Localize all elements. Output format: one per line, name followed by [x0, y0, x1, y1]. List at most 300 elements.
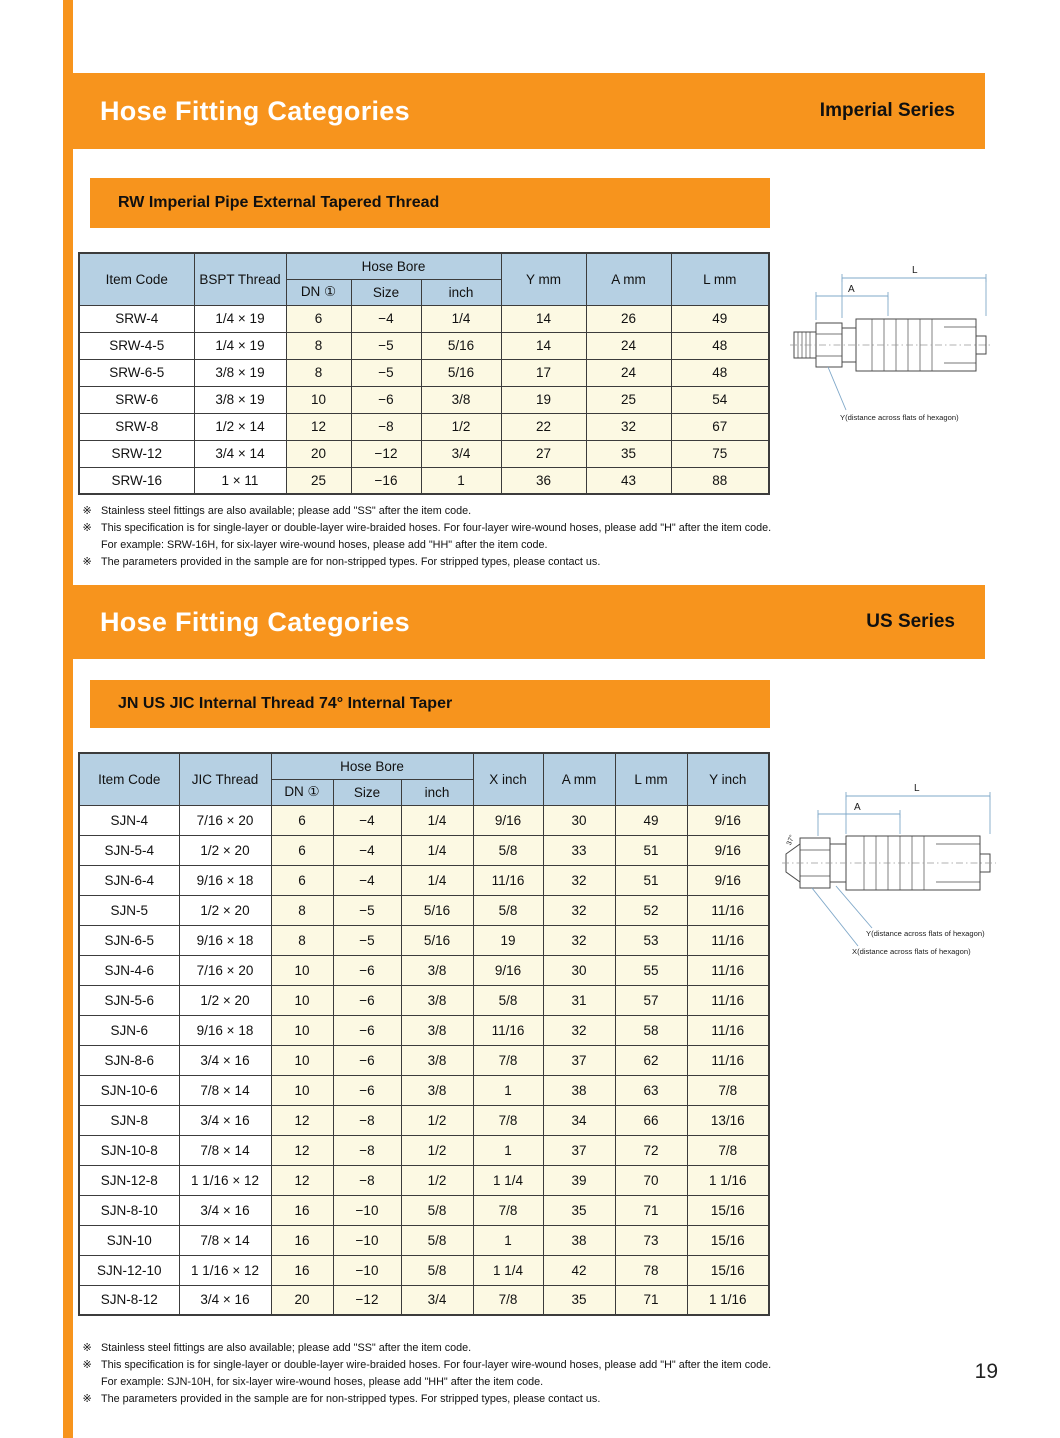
- table-cell: 31: [543, 985, 615, 1015]
- note-line: [80, 554, 785, 571]
- table-row: [79, 1225, 769, 1255]
- table-cell: 6: [271, 835, 333, 865]
- table-cell: 9/16: [473, 805, 543, 835]
- table-cell: 71: [615, 1195, 687, 1225]
- table-cell: 7/8: [687, 1135, 769, 1165]
- section-banner-imperial: [72, 73, 985, 149]
- dim-label-a: A: [854, 802, 861, 813]
- y-dimension-note: Y(distance across flats of hexagon): [840, 413, 959, 422]
- table-cell: 9/16: [473, 955, 543, 985]
- table-cell: −4: [351, 305, 421, 332]
- table-cell: −5: [351, 359, 421, 386]
- table-cell: −5: [333, 895, 401, 925]
- fitting-drawing-us: [782, 780, 1000, 990]
- table-cell: SRW-6: [79, 386, 194, 413]
- x-dimension-note: X(distance across flats of hexagon): [852, 947, 971, 956]
- table-cell: 12: [271, 1105, 333, 1135]
- table-cell: 38: [543, 1075, 615, 1105]
- table-cell: SRW-6-5: [79, 359, 194, 386]
- angle-label: 37°: [785, 834, 797, 847]
- table-cell: 43: [586, 467, 671, 494]
- table-cell: 32: [543, 895, 615, 925]
- table-cell: −5: [351, 332, 421, 359]
- table-cell: 15/16: [687, 1255, 769, 1285]
- table-cell: 1/2: [401, 1165, 473, 1195]
- col-a-mm: A mm: [586, 253, 671, 305]
- col-size: Size: [351, 279, 421, 305]
- y-leader-line: [828, 367, 846, 410]
- table-cell: SRW-12: [79, 440, 194, 467]
- table-cell: 1 1/16: [687, 1285, 769, 1315]
- table-row: [79, 1105, 769, 1135]
- table-row: [79, 305, 769, 332]
- table-cell: 9/16: [687, 835, 769, 865]
- table-cell: 3/8: [401, 1015, 473, 1045]
- series-label-us: US Series: [866, 611, 955, 632]
- table-body: [79, 305, 769, 494]
- table-cell: 6: [271, 805, 333, 835]
- dimension-lines: [816, 274, 986, 320]
- table-cell: 3/8: [421, 386, 501, 413]
- note-text: This specification is for single-layer or double-layer wire-braided hoses. For four-layer wire-wound hoses, please add "H" after the item code.: [101, 1359, 772, 1371]
- table-cell: 27: [501, 440, 586, 467]
- table-cell: 24: [586, 332, 671, 359]
- table-cell: 53: [615, 925, 687, 955]
- table-header: [79, 753, 769, 805]
- note-line: [80, 1391, 785, 1408]
- table-cell: 1/2 × 20: [179, 985, 271, 1015]
- table-cell: 32: [543, 1015, 615, 1045]
- table-cell: 8: [271, 925, 333, 955]
- table-cell: 35: [543, 1285, 615, 1315]
- note-marker-icon: ※: [82, 1342, 92, 1354]
- table-cell: 6: [271, 865, 333, 895]
- col-item-code: Item Code: [79, 253, 194, 305]
- table-row: [79, 1045, 769, 1075]
- note-line: [80, 1340, 785, 1357]
- table-cell: −8: [351, 413, 421, 440]
- table-row: [79, 332, 769, 359]
- table-cell: 35: [543, 1195, 615, 1225]
- col-inch: inch: [401, 779, 473, 805]
- table-row: [79, 1075, 769, 1105]
- table-cell: 25: [286, 467, 351, 494]
- table-cell: 7/8 × 14: [179, 1075, 271, 1105]
- table-cell: 22: [501, 413, 586, 440]
- fitting-diagram-us: [782, 780, 1000, 995]
- table-cell: 15/16: [687, 1225, 769, 1255]
- table-cell: 20: [271, 1285, 333, 1315]
- table-cell: 19: [473, 925, 543, 955]
- table-cell: 10: [271, 955, 333, 985]
- table-cell: 9/16 × 18: [179, 925, 271, 955]
- note-marker-icon: ※: [82, 556, 92, 568]
- table-cell: 14: [501, 332, 586, 359]
- dim-label-l: L: [914, 783, 920, 794]
- table-cell: 5/8: [473, 985, 543, 1015]
- dim-label-l: L: [912, 265, 918, 276]
- note-line: [80, 503, 785, 520]
- table-cell: SJN-6-4: [79, 865, 179, 895]
- fitting-diagram-imperial: [788, 262, 993, 467]
- table-cell: 3/4 × 16: [179, 1285, 271, 1315]
- table-row: [79, 925, 769, 955]
- subsection-banner-jn: [90, 680, 770, 728]
- table-cell: 6: [286, 305, 351, 332]
- table-cell: 72: [615, 1135, 687, 1165]
- table-cell: 9/16 × 18: [179, 865, 271, 895]
- table-cell: 3/8 × 19: [194, 386, 286, 413]
- col-size: Size: [333, 779, 401, 805]
- col-hose-bore: Hose Bore: [271, 753, 473, 779]
- table-cell: 1/2: [421, 413, 501, 440]
- table-cell: 3/4 × 16: [179, 1195, 271, 1225]
- table-cell: 3/4: [421, 440, 501, 467]
- page-number: 19: [974, 1360, 998, 1383]
- table-cell: −10: [333, 1225, 401, 1255]
- table-cell: 11/16: [687, 985, 769, 1015]
- table-cell: 1 1/16: [687, 1165, 769, 1195]
- table-cell: SJN-8-10: [79, 1195, 179, 1225]
- table-cell: 7/8: [473, 1285, 543, 1315]
- table-row: [79, 386, 769, 413]
- table-cell: 3/4 × 16: [179, 1105, 271, 1135]
- x-leader-line: [812, 888, 858, 946]
- col-inch: inch: [421, 279, 501, 305]
- left-accent-strip: [63, 0, 73, 1438]
- table-cell: 10: [271, 1075, 333, 1105]
- table-cell: 38: [543, 1225, 615, 1255]
- table-cell: 1 × 11: [194, 467, 286, 494]
- table-cell: 24: [586, 359, 671, 386]
- table-cell: 32: [543, 925, 615, 955]
- table-cell: 51: [615, 865, 687, 895]
- table-cell: 8: [286, 359, 351, 386]
- table-cell: 1/2: [401, 1135, 473, 1165]
- table-cell: SJN-4-6: [79, 955, 179, 985]
- table-cell: 37: [543, 1045, 615, 1075]
- table-cell: 1: [473, 1075, 543, 1105]
- col-l-mm: L mm: [671, 253, 769, 305]
- table-cell: 7/8: [473, 1045, 543, 1075]
- table-cell: 57: [615, 985, 687, 1015]
- col-jic-thread: JIC Thread: [179, 753, 271, 805]
- table-cell: 8: [271, 895, 333, 925]
- col-dn: DN ①: [271, 779, 333, 805]
- col-l-mm: L mm: [615, 753, 687, 805]
- table-cell: 30: [543, 805, 615, 835]
- table-cell: 36: [501, 467, 586, 494]
- table-cell: 3/4: [401, 1285, 473, 1315]
- table-row: [79, 865, 769, 895]
- table-cell: 16: [271, 1225, 333, 1255]
- table-cell: −4: [333, 835, 401, 865]
- table-cell: SJN-8: [79, 1105, 179, 1135]
- table-cell: 19: [501, 386, 586, 413]
- table-cell: 30: [543, 955, 615, 985]
- table-cell: 11/16: [687, 1015, 769, 1045]
- col-a-mm: A mm: [543, 753, 615, 805]
- table-row: [79, 1165, 769, 1195]
- table-cell: 67: [671, 413, 769, 440]
- table-cell: 7/8: [473, 1195, 543, 1225]
- table-cell: 1/4: [401, 865, 473, 895]
- table-cell: 7/8 × 14: [179, 1225, 271, 1255]
- table-cell: 7/16 × 20: [179, 805, 271, 835]
- page-title: Hose Fitting Categories: [100, 95, 410, 126]
- table-cell: −6: [333, 1015, 401, 1045]
- table-cell: 3/8: [401, 1075, 473, 1105]
- table-cell: 1/4 × 19: [194, 332, 286, 359]
- note-line: [80, 1374, 785, 1391]
- table-cell: SJN-6-5: [79, 925, 179, 955]
- note-marker-icon: ※: [82, 505, 92, 517]
- table-row: [79, 1135, 769, 1165]
- table-cell: 7/8 × 14: [179, 1135, 271, 1165]
- table-cell: −4: [333, 865, 401, 895]
- table-cell: 11/16: [687, 895, 769, 925]
- table-cell: 9/16 × 18: [179, 1015, 271, 1045]
- table-cell: −12: [351, 440, 421, 467]
- note-line: [80, 520, 785, 537]
- table-cell: 51: [615, 835, 687, 865]
- table-cell: 1/2 × 20: [179, 835, 271, 865]
- table-body: [79, 805, 769, 1315]
- col-y-mm: Y mm: [501, 253, 586, 305]
- note-marker-icon: ※: [82, 522, 92, 534]
- note-text: The parameters provided in the sample are for non-stripped types. For stripped types, please contact us.: [101, 1393, 601, 1405]
- table-cell: 7/8: [687, 1075, 769, 1105]
- table-row: [79, 359, 769, 386]
- table-row: [79, 413, 769, 440]
- table-row: [79, 1015, 769, 1045]
- table-cell: 11/16: [687, 925, 769, 955]
- table-cell: SJN-6: [79, 1015, 179, 1045]
- table-cell: −5: [333, 925, 401, 955]
- note-text: The parameters provided in the sample are for non-stripped types. For stripped types, please contact us.: [101, 556, 601, 568]
- notes-us: [80, 1340, 785, 1408]
- table-cell: SJN-10-6: [79, 1075, 179, 1105]
- table-cell: 1/2 × 20: [179, 895, 271, 925]
- table-cell: 1 1/16 × 12: [179, 1165, 271, 1195]
- table-cell: 71: [615, 1285, 687, 1315]
- table-cell: SRW-16: [79, 467, 194, 494]
- table-cell: 5/8: [473, 835, 543, 865]
- table-cell: 88: [671, 467, 769, 494]
- col-item-code: Item Code: [79, 753, 179, 805]
- table-cell: 14: [501, 305, 586, 332]
- table-cell: 78: [615, 1255, 687, 1285]
- table-row: [79, 1285, 769, 1315]
- table-cell: 1/2 × 14: [194, 413, 286, 440]
- table-cell: 1/4: [421, 305, 501, 332]
- table-cell: 49: [671, 305, 769, 332]
- note-marker-icon: ※: [82, 1359, 92, 1371]
- table-row: [79, 467, 769, 494]
- note-marker-icon: ※: [82, 1393, 92, 1405]
- table-cell: −6: [333, 1045, 401, 1075]
- table-cell: 58: [615, 1015, 687, 1045]
- table-cell: 10: [271, 1015, 333, 1045]
- table-cell: −10: [333, 1195, 401, 1225]
- table-cell: SRW-4: [79, 305, 194, 332]
- note-line: [80, 1357, 785, 1374]
- table-cell: SJN-12-8: [79, 1165, 179, 1195]
- table-cell: 5/16: [421, 359, 501, 386]
- dim-label-a: A: [848, 284, 855, 295]
- table-cell: 11/16: [687, 1045, 769, 1075]
- subsection-title-jn: JN US JIC Internal Thread 74° Internal Taper: [118, 695, 453, 712]
- table-row: [79, 440, 769, 467]
- fitting-table-imperial: [78, 252, 770, 495]
- table-cell: SJN-8-6: [79, 1045, 179, 1075]
- table-cell: 11/16: [473, 865, 543, 895]
- subsection-title: RW Imperial Pipe External Tapered Thread: [118, 194, 440, 211]
- subsection-banner-rw: [90, 178, 770, 228]
- table-header: [79, 253, 769, 305]
- table-cell: 73: [615, 1225, 687, 1255]
- col-y-inch: Y inch: [687, 753, 769, 805]
- notes-imperial: [80, 503, 785, 571]
- table-row: [79, 895, 769, 925]
- table-cell: 5/16: [401, 925, 473, 955]
- col-dn: DN ①: [286, 279, 351, 305]
- table-cell: SJN-12-10: [79, 1255, 179, 1285]
- dimension-lines: [818, 792, 990, 836]
- table-cell: −6: [333, 985, 401, 1015]
- table-cell: SJN-10: [79, 1225, 179, 1255]
- table-cell: SRW-4-5: [79, 332, 194, 359]
- table-cell: SJN-10-8: [79, 1135, 179, 1165]
- table-cell: 1: [421, 467, 501, 494]
- table-cell: 1/4: [401, 805, 473, 835]
- table-cell: SJN-8-12: [79, 1285, 179, 1315]
- table-cell: 16: [271, 1255, 333, 1285]
- table-cell: SRW-8: [79, 413, 194, 440]
- table-cell: 42: [543, 1255, 615, 1285]
- table-cell: 48: [671, 359, 769, 386]
- table-cell: 63: [615, 1075, 687, 1105]
- table-cell: −6: [333, 955, 401, 985]
- table-cell: 20: [286, 440, 351, 467]
- table-cell: 5/8: [473, 895, 543, 925]
- table-cell: −6: [351, 386, 421, 413]
- col-x-inch: X inch: [473, 753, 543, 805]
- table-cell: 1: [473, 1225, 543, 1255]
- table-cell: 12: [271, 1165, 333, 1195]
- table-cell: 16: [271, 1195, 333, 1225]
- table-row: [79, 1195, 769, 1225]
- col-bspt-thread: BSPT Thread: [194, 253, 286, 305]
- table-cell: 32: [586, 413, 671, 440]
- table-cell: 7/8: [473, 1105, 543, 1135]
- table-cell: 75: [671, 440, 769, 467]
- table-cell: 1 1/4: [473, 1255, 543, 1285]
- table-cell: −16: [351, 467, 421, 494]
- table-cell: 3/8 × 19: [194, 359, 286, 386]
- table-cell: 8: [286, 332, 351, 359]
- table-cell: 11/16: [687, 955, 769, 985]
- note-text: For example: SJN-10H, for six-layer wire-wound hoses, please add "HH" after the item code.: [101, 1376, 544, 1388]
- table-cell: 5/8: [401, 1255, 473, 1285]
- table-cell: 70: [615, 1165, 687, 1195]
- table-cell: 26: [586, 305, 671, 332]
- table-cell: −12: [333, 1285, 401, 1315]
- table-cell: 10: [271, 1045, 333, 1075]
- table-cell: 10: [286, 386, 351, 413]
- table-cell: 17: [501, 359, 586, 386]
- table-cell: 1/4: [401, 835, 473, 865]
- table-cell: 10: [271, 985, 333, 1015]
- table-cell: 3/8: [401, 985, 473, 1015]
- table-cell: 39: [543, 1165, 615, 1195]
- note-text: Stainless steel fittings are also available; please add "SS" after the item code.: [101, 505, 472, 517]
- table-row: [79, 835, 769, 865]
- table-cell: 48: [671, 332, 769, 359]
- table-cell: 12: [286, 413, 351, 440]
- table-cell: 3/4 × 16: [179, 1045, 271, 1075]
- table-cell: SJN-5: [79, 895, 179, 925]
- table-cell: SJN-4: [79, 805, 179, 835]
- note-line: [80, 537, 785, 554]
- y-dimension-note: Y(distance across flats of hexagon): [866, 929, 985, 938]
- table-cell: −10: [333, 1255, 401, 1285]
- table-cell: 3/4 × 14: [194, 440, 286, 467]
- table-cell: 49: [615, 805, 687, 835]
- table-cell: −4: [333, 805, 401, 835]
- table-cell: SJN-5-4: [79, 835, 179, 865]
- table-cell: 25: [586, 386, 671, 413]
- table-row: [79, 985, 769, 1015]
- table-cell: −8: [333, 1165, 401, 1195]
- table-row: [79, 1255, 769, 1285]
- col-hose-bore: Hose Bore: [286, 253, 501, 279]
- table-cell: 1 1/16 × 12: [179, 1255, 271, 1285]
- table-cell: 52: [615, 895, 687, 925]
- table-cell: 54: [671, 386, 769, 413]
- table-cell: 9/16: [687, 805, 769, 835]
- table-cell: 5/16: [401, 895, 473, 925]
- table-row: [79, 805, 769, 835]
- table-cell: 1: [473, 1135, 543, 1165]
- table-cell: 3/8: [401, 955, 473, 985]
- table-cell: −8: [333, 1135, 401, 1165]
- table-cell: 1 1/4: [473, 1165, 543, 1195]
- table-cell: −8: [333, 1105, 401, 1135]
- fitting-drawing-imperial: [788, 262, 993, 462]
- table-cell: 5/8: [401, 1225, 473, 1255]
- table-cell: 3/8: [401, 1045, 473, 1075]
- table-cell: 35: [586, 440, 671, 467]
- table-cell: 55: [615, 955, 687, 985]
- table-cell: 11/16: [473, 1015, 543, 1045]
- series-label-imperial: Imperial Series: [819, 100, 955, 121]
- note-text: Stainless steel fittings are also available; please add "SS" after the item code.: [101, 1342, 472, 1354]
- section-banner-us: [72, 585, 985, 659]
- table-cell: −6: [333, 1075, 401, 1105]
- table-cell: 37: [543, 1135, 615, 1165]
- table-cell: 62: [615, 1045, 687, 1075]
- table-row: [79, 955, 769, 985]
- table-cell: 5/16: [421, 332, 501, 359]
- fitting-table-us: [78, 752, 770, 1316]
- table-cell: 7/16 × 20: [179, 955, 271, 985]
- y-leader-line: [836, 886, 872, 928]
- table-cell: 13/16: [687, 1105, 769, 1135]
- table-cell: 32: [543, 865, 615, 895]
- note-text: For example: SRW-16H, for six-layer wire-wound hoses, please add "HH" after the item code.: [101, 539, 548, 551]
- table-cell: 66: [615, 1105, 687, 1135]
